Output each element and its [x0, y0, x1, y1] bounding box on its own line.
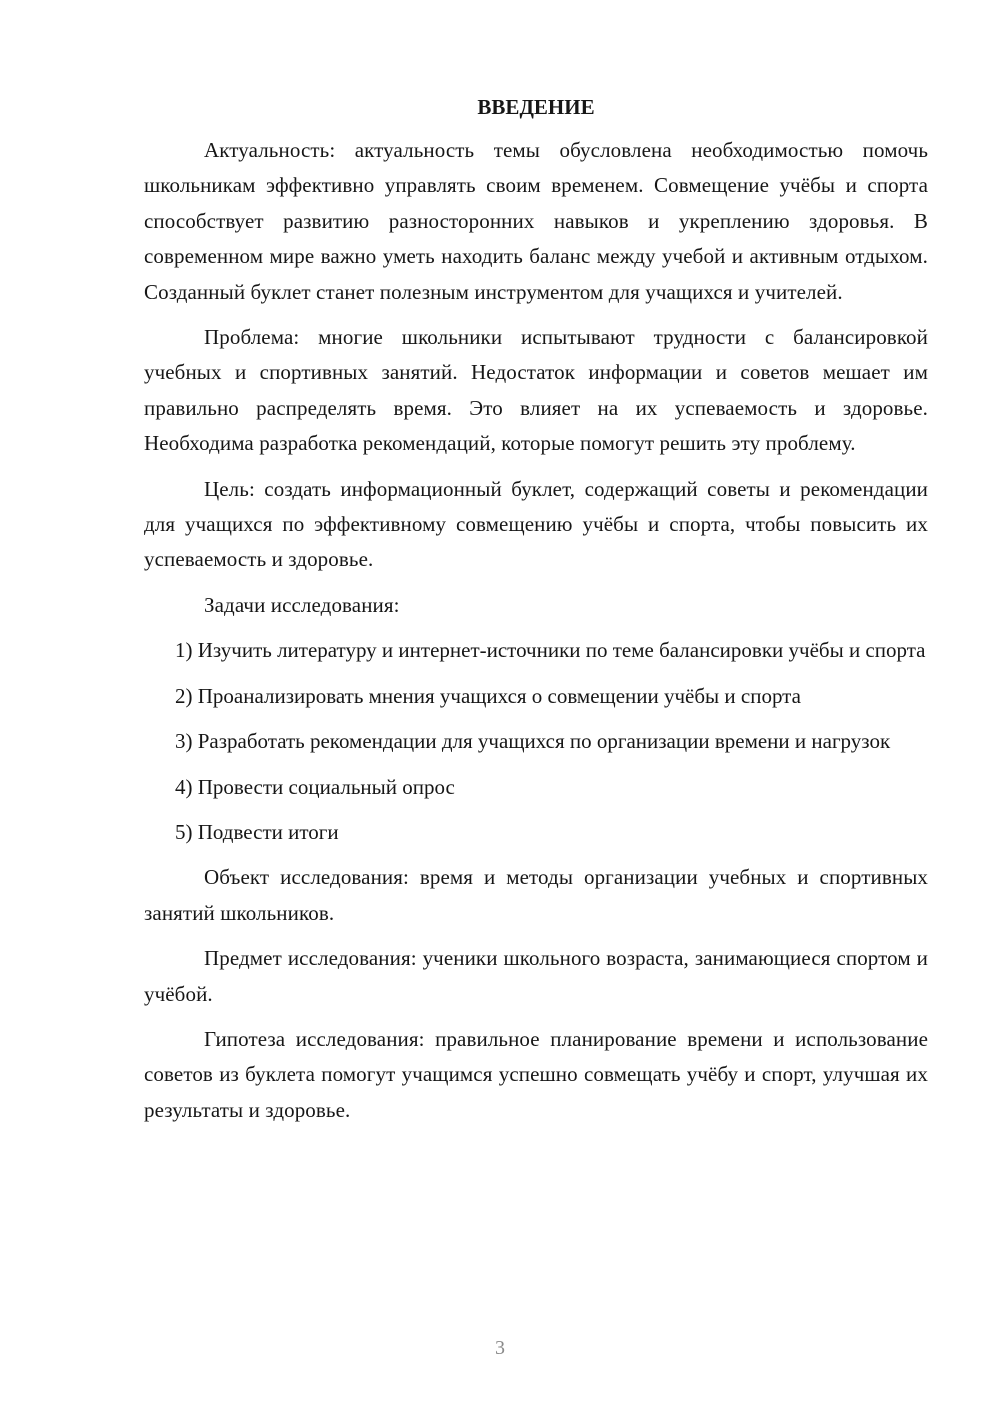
document-page	[144, 90, 928, 1138]
task-item: 4) Провести социальный опрос	[175, 774, 455, 799]
hypothesis-paragraph: Гипотеза исследования: правильное планирование времени и использование советов из буклета помогут учащимся успешно совмещать учёбу и спорт, улучшая их результаты и здоровье.	[144, 1026, 928, 1122]
tasks-list	[144, 633, 928, 850]
goal-paragraph: Цель: создать информационный буклет, содержащий советы и рекомендации для учащихся по эффективному совмещению учёбы и спорта, чтобы повысить их успеваемость и здоровье.	[144, 476, 928, 572]
task-item: 2) Проанализировать мнения учащихся о совмещении учёбы и спорта	[175, 683, 801, 708]
section-title: ВВЕДЕНИЕ	[477, 95, 595, 119]
problem-paragraph: Проблема: многие школьники испытывают трудности с балансировкой учебных и спортивных занятий. Недостаток информации и советов мешает им правильно распределять время. Это влияет на их успеваемость и здоровье. Необходима разработка рекомендаций, которые помогут решить эту проблему.	[144, 325, 928, 456]
page-number: 3	[495, 1337, 505, 1359]
task-item: 1) Изучить литературу и интернет-источники по теме балансировки учёбы и спорта	[175, 638, 926, 663]
subject-paragraph: Предмет исследования: ученики школьного возраста, занимающиеся спортом и учёбой.	[144, 946, 928, 1006]
task-item: 3) Разработать рекомендации для учащихся по организации времени и нагрузок	[175, 729, 891, 754]
object-paragraph: Объект исследования: время и методы организации учебных и спортивных занятий школьников.	[144, 865, 928, 925]
task-item: 5) Подвести итоги	[175, 819, 339, 844]
relevance-paragraph: Актуальность: актуальность темы обусловлена необходимостью помочь школьникам эффективно управлять своим временем. Совмещение учёбы и спорта способствует развитию разносторонних навыков и укреплению здоровья. В современном мире важно уметь находить баланс между учебой и активным отдыхом. Созданный буклет станет полезным инструментом для учащихся и учителей.	[144, 138, 928, 304]
tasks-label: Задачи исследования:	[204, 592, 400, 617]
